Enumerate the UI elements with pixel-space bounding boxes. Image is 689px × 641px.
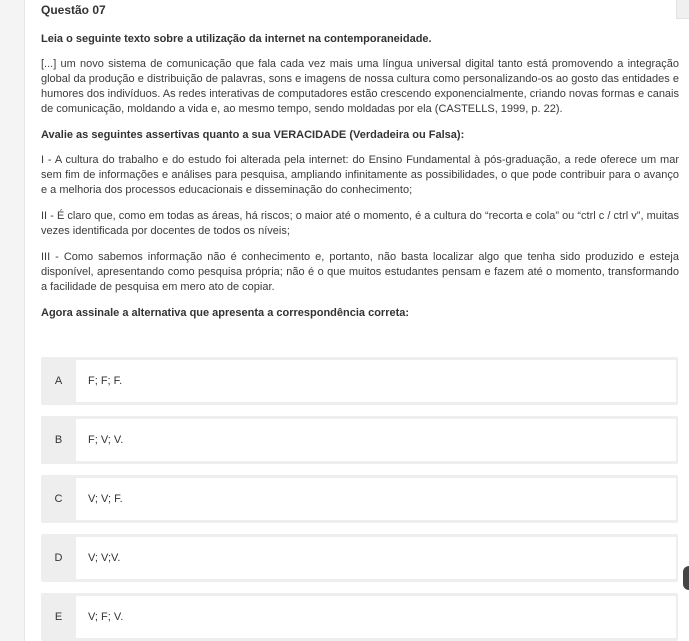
- option-text: V; V; F.: [88, 493, 123, 505]
- option-letter: A: [54, 375, 63, 387]
- option-body[interactable]: [76, 478, 676, 520]
- option-letter: E: [54, 611, 63, 623]
- option-body[interactable]: [76, 596, 676, 638]
- option-d[interactable]: [41, 534, 678, 582]
- floating-scroll-knob[interactable]: [683, 566, 689, 590]
- option-text: F; V; V.: [88, 434, 124, 446]
- option-text: V; F; V.: [88, 611, 124, 623]
- option-text: V; V;V.: [88, 552, 121, 564]
- question-content: [41, 3, 679, 320]
- option-body[interactable]: [76, 360, 676, 402]
- option-letter: B: [54, 434, 63, 446]
- left-rail: [0, 0, 25, 641]
- option-body[interactable]: [76, 537, 676, 579]
- question-title: Questão 07: [41, 3, 106, 17]
- quote-paragraph: [...] um novo sistema de comunicação que fala cada vez mais uma língua universal digital tanto está promovendo a integração global da produção e distribuição de palavras, sons e imagens de nossa cultura como personalizando-os ao gosto das entidades e humores dos indivíduos. As redes interativas de computadores estão crescendo exponencialmente, criando novas formas e canais de comunicação, moldando a vida e, ao mesmo tempo, sendo moldadas por ela (CASTELLS, 1999, p. 22).: [41, 58, 679, 115]
- option-e[interactable]: [41, 593, 678, 641]
- statement-3: III - Como sabemos informação não é conhecimento e, portanto, não basta localizar algo que tenha sido produzido e esteja disponível, apresentando como pesquisa própria; não é o que muitos estudantes pensam e fazem até o momento, transformando a facilidade de pesquisa em mero ato de copiar.: [41, 251, 679, 293]
- answer-options: [41, 357, 678, 641]
- question-intro: Leia o seguinte texto sobre a utilização da internet na contemporaneidade.: [41, 33, 432, 45]
- statement-2: II - É claro que, como em todas as áreas, há riscos; o maior até o momento, é a cultura do “recorta e cola” ou “ctrl c / ctrl v”, muitas vezes identificada por docentes de todos os níveis;: [41, 210, 679, 237]
- option-letter: C: [54, 493, 63, 505]
- option-body[interactable]: [76, 419, 676, 461]
- answer-prompt: Agora assinale a alternativa que apresenta a correspondência correta:: [41, 307, 410, 319]
- option-letter: D: [54, 552, 63, 564]
- option-text: F; F; F.: [88, 375, 123, 387]
- option-a[interactable]: [41, 357, 678, 405]
- option-c[interactable]: [41, 475, 678, 523]
- statement-1: I - A cultura do trabalho e do estudo foi alterada pela internet: do Ensino Fundamental à pós-graduação, a rede oferece um mar sem fim de informações e análises para pesquisa, ampliando infinitamente as possibilidades, o que pode contribuir para o avanço e a melhoria dos processos educacionais e disseminação do conhecimento;: [41, 154, 679, 196]
- option-b[interactable]: [41, 416, 678, 464]
- instruction-text: Avalie as seguintes assertivas quanto a sua VERACIDADE (Verdadeira ou Falsa):: [41, 129, 465, 141]
